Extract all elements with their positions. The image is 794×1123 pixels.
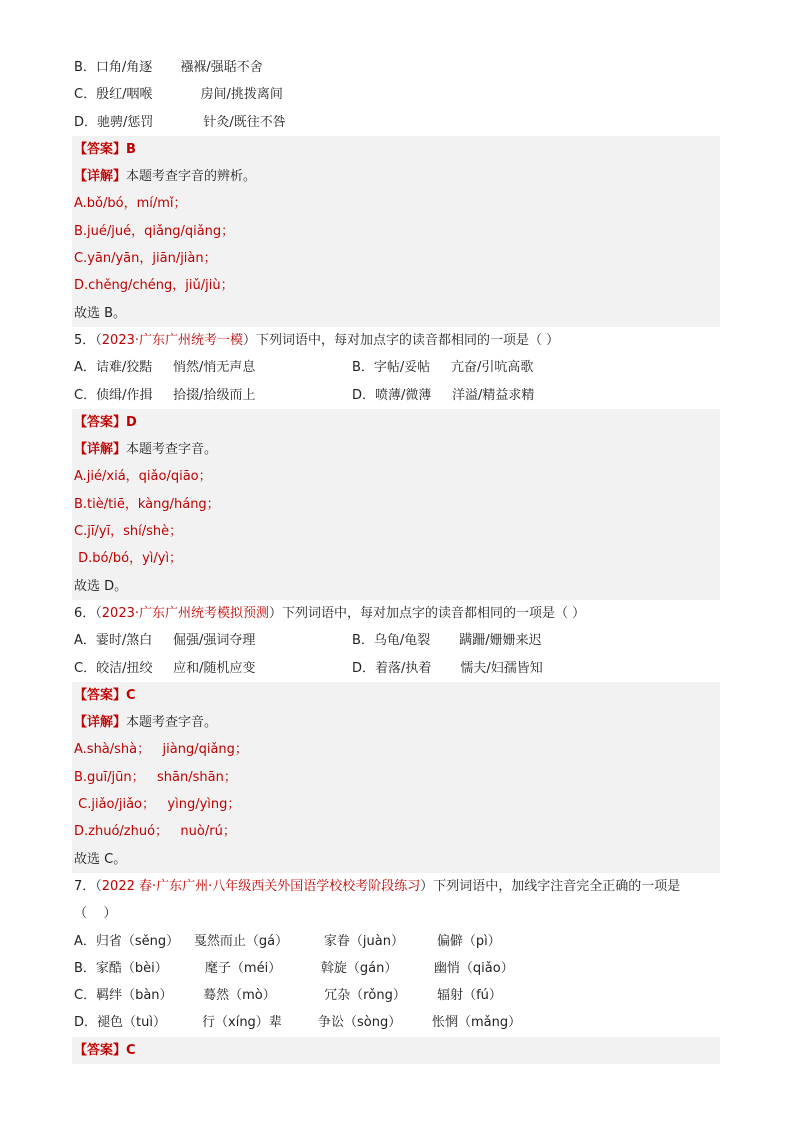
option-word: 辐射（fú） <box>437 988 502 1004</box>
option-b <box>74 54 720 81</box>
option-label: A． <box>74 933 96 949</box>
option-word: 幽悄（qiǎo） <box>433 960 514 976</box>
option-text: 喷薄/微薄 洋溢/精益求精 <box>375 387 535 403</box>
answer-line <box>72 1037 720 1064</box>
question-text: ）下列词语中，加线字注音完全正确的一项是 <box>420 878 681 894</box>
question-text: ）下列词语中，每对加点字的读音都相同的一项是（ ） <box>269 605 586 621</box>
option-d <box>74 109 720 136</box>
conclusion: 故选 D。 <box>72 573 720 600</box>
question-7-option-c <box>74 982 720 1009</box>
pinyin-item: B.guī/jūn； shān/shān； <box>72 764 720 791</box>
option-text: 着落/执着 懦夫/妇孺皆知 <box>375 660 543 676</box>
option-c <box>74 81 720 108</box>
answer-line <box>72 136 720 163</box>
option-a <box>74 360 255 375</box>
option-text: 皎洁/扭绞 应和/随机应变 <box>96 660 256 676</box>
question-source: 2022 春·广东广州·八年级西关外国语学校校考阶段练习 <box>101 878 421 894</box>
detail-line <box>72 163 720 190</box>
option-word: 家酷（bèi） <box>95 960 168 976</box>
option-a <box>74 633 255 648</box>
option-label: C． <box>74 660 97 676</box>
answer-value: D <box>126 414 137 430</box>
option-label: B． <box>352 633 374 649</box>
option-word: 羁绊（bàn） <box>96 988 173 1004</box>
answer-line <box>72 409 720 436</box>
option-text: 诘难/狡黠 悄然/悄无声息 <box>95 360 256 376</box>
option-label: C． <box>74 988 97 1004</box>
question-5-options-cd <box>74 382 720 409</box>
option-word: 戛然而止（gá） <box>193 933 289 949</box>
answer-tag: 【答案】 <box>74 141 127 157</box>
option-word: 冗杂（rǒng） <box>324 988 406 1004</box>
option-word: 怅惘（mǎng） <box>432 1015 522 1031</box>
option-text-b: 针灸/既往不咎 <box>203 114 286 130</box>
detail-tag: 【详解】 <box>74 715 127 731</box>
detail-line <box>72 709 720 736</box>
option-d <box>352 655 543 682</box>
option-label: D． <box>74 1015 98 1031</box>
detail-tag: 【详解】 <box>74 442 127 458</box>
option-c <box>74 661 256 676</box>
option-word: 家眷（juàn） <box>323 933 404 949</box>
detail-line <box>72 436 720 463</box>
pinyin-item: C.yān/yān，jiān/jiàn； <box>72 245 720 272</box>
question-5-stem <box>74 327 720 354</box>
document-page <box>74 54 720 1064</box>
option-b <box>352 627 542 654</box>
option-text: 字帖/妥帖 亢奋/引吭高歌 <box>373 360 534 376</box>
answer-value: C <box>126 687 136 703</box>
answer-value: B <box>126 141 136 157</box>
option-text-b: 房间/挑拨离间 <box>200 87 283 103</box>
question-source: 2023·广东广州统考一模 <box>101 332 243 348</box>
pinyin-item: D.zhuó/zhuó； nuò/rú； <box>72 818 720 845</box>
option-text: 侦缉/作揖 拾掇/拾级而上 <box>96 387 256 403</box>
option-word: 麾子（méi） <box>204 960 282 976</box>
question-7-option-b <box>74 955 720 982</box>
option-label: D． <box>74 114 98 130</box>
conclusion: 故选 C。 <box>72 846 720 873</box>
pinyin-item: A.bǒ/bó，mí/mǐ； <box>72 190 720 217</box>
option-label: C． <box>74 87 97 103</box>
question-7-option-d <box>74 1009 720 1036</box>
question-7-stem-cont: （ ） <box>74 906 117 922</box>
pinyin-item: C.jiǎo/jiǎo； yìng/yìng； <box>72 791 720 818</box>
option-c <box>74 388 256 403</box>
option-label: C． <box>74 387 97 403</box>
option-text: 霎时/煞白 倔强/强词夺理 <box>95 633 256 649</box>
question-6-stem <box>74 600 720 627</box>
option-label: B． <box>74 960 96 976</box>
pinyin-item: A.shà/shà； jiàng/qiǎng； <box>72 736 720 763</box>
option-label: A． <box>74 360 96 376</box>
question-7-stem <box>74 873 720 900</box>
question-7-option-a <box>74 928 720 955</box>
option-label: B． <box>74 60 96 75</box>
question-6-options-ab <box>74 627 720 654</box>
answer-line <box>72 682 720 709</box>
detail-tag: 【详解】 <box>74 169 127 185</box>
answer-tag: 【答案】 <box>74 414 127 430</box>
option-word: 行（xíng）辈 <box>202 1015 282 1031</box>
pinyin-item: B.jué/jué，qiǎng/qiǎng； <box>72 218 720 245</box>
option-d <box>352 382 534 409</box>
option-word: 归省（sěng） <box>95 933 180 949</box>
pinyin-item: B.tiè/tiē，kàng/háng； <box>72 491 720 518</box>
question-text: ）下列词语中，每对加点字的读音都相同的一项是（ ） <box>243 332 560 348</box>
option-text-a: 殷红/咽喉 <box>96 87 153 103</box>
detail-text: 本题考查字音的辨析。 <box>126 169 257 185</box>
option-text: 乌龟/龟裂 蹒跚/姗姗来迟 <box>373 633 542 649</box>
option-label: D． <box>352 660 376 676</box>
question-6-options-cd <box>74 655 720 682</box>
detail-text: 本题考查字音。 <box>126 442 218 458</box>
answer-value: C <box>126 1042 136 1058</box>
option-text-a: 口角/角逐 <box>95 60 153 75</box>
option-label: A． <box>74 633 96 649</box>
pinyin-item: D.bó/bó，yì/yì； <box>72 545 720 572</box>
question-source: 2023·广东广州统考模拟预测 <box>101 605 269 621</box>
pinyin-item: D.chěng/chéng，jiǔ/jiù； <box>72 272 720 299</box>
answer-tag: 【答案】 <box>74 1042 127 1058</box>
answer-tag: 【答案】 <box>74 687 127 703</box>
option-word: 斡旋（gán） <box>320 960 398 976</box>
option-text-a: 驰骋/惩罚 <box>97 114 154 130</box>
option-label: D． <box>352 387 376 403</box>
option-word: 褪色（tuì） <box>97 1015 166 1031</box>
option-word: 偏僻（pì） <box>436 933 501 949</box>
question-5-options-ab <box>74 354 720 381</box>
conclusion: 故选 B。 <box>72 300 720 327</box>
question-number: 7．（ <box>74 878 102 894</box>
pinyin-item: C.jī/yī，shí/shè； <box>72 518 720 545</box>
question-number: 5．（ <box>74 332 102 348</box>
option-word: 争讼（sòng） <box>318 1015 402 1031</box>
option-text-b: 襁褓/强聒不舍 <box>180 60 263 75</box>
detail-text: 本题考查字音。 <box>126 715 218 731</box>
option-b <box>352 354 533 381</box>
pinyin-item: A.jié/xiá，qiǎo/qiāo； <box>72 463 720 490</box>
option-label: B． <box>352 360 374 376</box>
option-word: 蓦然（mò） <box>203 988 276 1004</box>
question-number: 6．（ <box>74 605 102 621</box>
